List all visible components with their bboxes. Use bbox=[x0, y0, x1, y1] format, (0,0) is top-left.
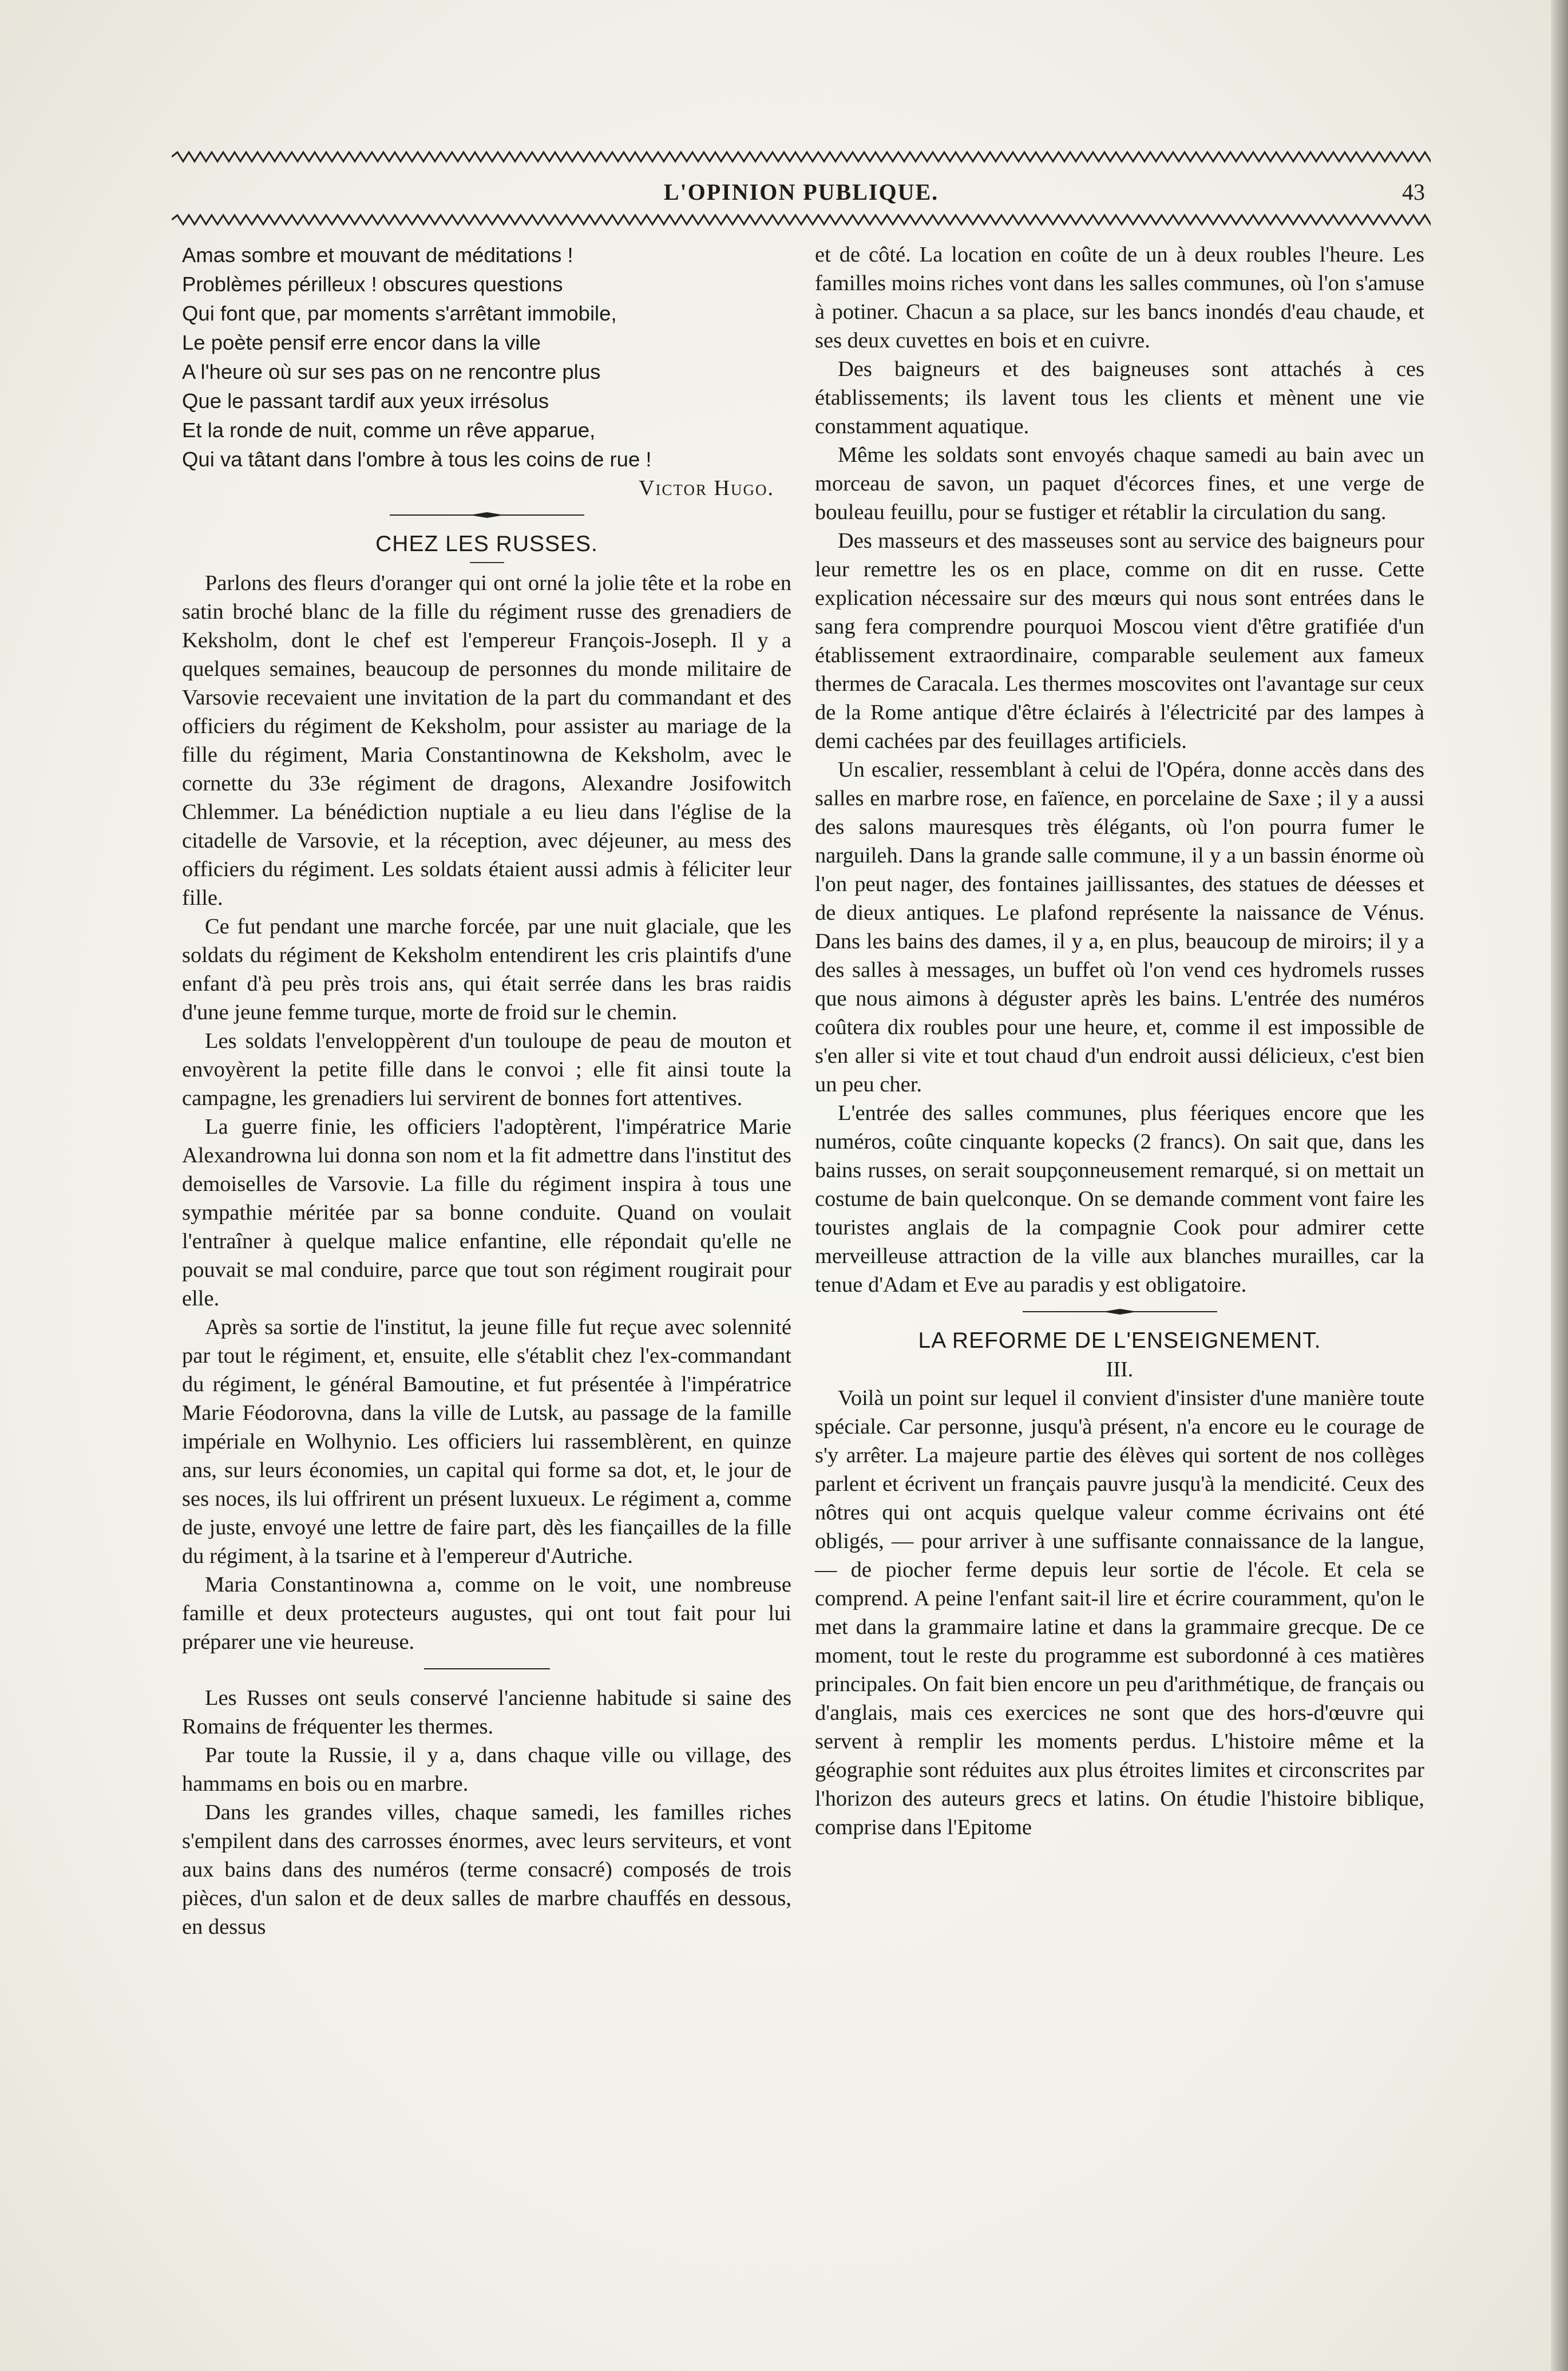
section-separator bbox=[390, 510, 584, 520]
paragraph: Des baigneurs et des baigneuses sont attachés à ces établissements; ils lavent tous les clients et mènent une vie constamment aquatique. bbox=[815, 357, 1424, 438]
masthead-title: L'OPINION PUBLIQUE. bbox=[663, 179, 939, 205]
paragraph: et de côté. La location en coûte de un à deux roubles l'heure. Les familles moins riches vont dans les salles communes, où l'on s'amuse à potiner. Chacun a sa place, sur les bancs inondés d'eau chaude, et ses deux cuvettes en bois et en cuivre. bbox=[815, 243, 1424, 353]
right-column bbox=[815, 240, 1424, 1842]
paragraph: Les Russes ont seuls conservé l'ancienne habitude si saine des Romains de fréquenter les thermes. bbox=[182, 1686, 791, 1739]
poem-line: Le poète pensif erre encor dans la ville bbox=[182, 331, 541, 354]
header-wavy-rule bbox=[172, 213, 1431, 227]
article-title-chez-les-russes: CHEZ LES RUSSES. bbox=[375, 532, 598, 556]
page-number: 43 bbox=[1402, 179, 1425, 205]
paragraph: Des masseurs et des masseuses sont au service des baigneurs pour leur remettre les os en place, comme on dit en russe. Cette explication nécessaire sur des mœurs qui nous sont entrées dans le sang fera comprendre pourquoi Moscou vient d'être gratifiée d'un établissement extraordinaire, comparable seulement aux fameux thermes de Caracala. Les thermes moscovites ont l'avantage sur ceux de la Rome antique d'être éclairés à l'électricité par des lampes à demi cachées par des feuillages artificiels. bbox=[815, 529, 1424, 753]
section-separator bbox=[390, 1664, 584, 1673]
section-separator bbox=[1023, 1307, 1217, 1316]
page-header bbox=[172, 179, 1431, 213]
poem-line: Qui font que, par moments s'arrêtant immobile, bbox=[182, 302, 617, 325]
paragraph: Ce fut pendant une marche forcée, par une nuit glaciale, que les soldats du régiment de Keksholm entendirent les cris plaintifs d'une enfant d'à peu près trois ans, qui était serrée dans les bras raidis d'une jeune femme turque, morte de froid sur le chemin. bbox=[182, 915, 791, 1024]
poem-line: Amas sombre et mouvant de méditations ! bbox=[182, 243, 573, 267]
paragraph: Par toute la Russie, il y a, dans chaque ville ou village, des hammams en bois ou en marbre. bbox=[182, 1743, 791, 1796]
paragraph: Dans les grandes villes, chaque samedi, les familles riches s'empilent dans des carrosses énormes, avec leurs serviteurs, et vont aux bains dans des numéros (terme consacré) composés de trois pièces, d'un salon et de deux salles de marbre chauffés en dessous, en dessus bbox=[182, 1800, 791, 1939]
poem-line: Que le passant tardif aux yeux irrésolus bbox=[182, 389, 549, 413]
top-wavy-rule bbox=[172, 150, 1431, 164]
poem bbox=[182, 240, 791, 474]
page-edge-shadow bbox=[1551, 0, 1568, 2371]
left-column bbox=[182, 240, 791, 1941]
paragraph: Maria Constantinowna a, comme on le voit, une nombreuse famille et deux protecteurs augustes, qui ont tout fait pour lui préparer une vie heureuse. bbox=[182, 1573, 791, 1654]
poem-line: A l'heure où sur ses pas on ne rencontre plus bbox=[182, 360, 601, 383]
paragraph: La guerre finie, les officiers l'adoptèrent, l'impératrice Marie Alexandrowna lui donna son nom et la fit admettre dans l'institut des demoiselles de Varsovie. La fille du régiment inspira à tous une sympathie méritée par sa bonne conduite. Quand on voulait l'entraîner à quelque malice enfantine, elle répondait qu'elle ne pouvait se mal conduire, parce que tout son régiment rougirait pour elle. bbox=[182, 1115, 791, 1311]
article-part-numeral: III. bbox=[1106, 1357, 1134, 1382]
poem-line: Problèmes périlleux ! obscures questions bbox=[182, 272, 563, 296]
paragraph: Parlons des fleurs d'oranger qui ont orné la jolie tête et la robe en satin broché blanc de la fille du régiment russe des grenadiers de Keksholm, dont le chef est l'empereur François-Joseph. Il y a quelques semaines, beaucoup de personnes du monde militaire de Varsovie recevaient une invitation de la part du commandant et des officiers du régiment de Keksholm, pour assister au mariage de la fille du régiment, Maria Constantinowna de Keksholm, avec le cornette du 33e régiment de dragons, Alexandre Josifowitch Chlemmer. La bénédiction nuptiale a eu lieu dans l'église de la citadelle de Varsovie, et la réception, avec déjeuner, au mess des officiers du régiment. Les soldats étaient aussi admis à féliciter leur fille. bbox=[182, 571, 791, 910]
title-underline bbox=[470, 562, 504, 563]
poem-line: Qui va tâtant dans l'ombre à tous les coins de rue ! bbox=[182, 448, 652, 471]
poem-author: Victor Hugo. bbox=[639, 476, 774, 500]
poem-line: Et la ronde de nuit, comme un rêve apparue, bbox=[182, 418, 596, 442]
paragraph: L'entrée des salles communes, plus féeriques encore que les numéros, coûte cinquante kopecks (2 francs). On sait que, dans les bains russes, on serait soupçonneusement remarqué, si on mettait un costume de bain quelconque. On se demande comment vont faire les touristes anglais de la compagnie Cook pour admirer cette merveilleuse attraction de la ville aux blanches murailles, car la tenue d'Adam et Eve au paradis y est obligatoire. bbox=[815, 1101, 1424, 1297]
paragraph: Même les soldats sont envoyés chaque samedi au bain avec un morceau de savon, un paquet d'écorces fines, et une verge de bouleau feuillu, pour se fustiger et rétablir la circulation du sang. bbox=[815, 443, 1424, 524]
paragraph: Un escalier, ressemblant à celui de l'Opéra, donne accès dans des salles en marbre rose, en faïence, en porcelaine de Saxe ; il y a aussi des salons mauresques très élégants, où l'on pourra fumer le narguileh. Dans la grande salle commune, il y a un bassin énorme où l'on peut nager, des fontaines jaillissantes, des statues de déesses et de dieux antiques. Le plafond représente la naissance de Vénus. Dans les bains des dames, il y a, en plus, beaucoup de miroirs; il y a des salles à messages, un buffet où l'on vend ces hydromels russes que nous aimons à déguster après les bains. L'entrée des numéros coûtera dix roubles pour une heure, et, comme il est impossible de s'en aller si vite et tout chaud d'un endroit aussi délicieux, c'est bien un peu cher. bbox=[815, 758, 1424, 1097]
paragraph: Les soldats l'enveloppèrent d'un touloupe de peau de mouton et envoyèrent la petite fille dans le convoi ; elle fit ainsi toute la campagne, les grenadiers lui servirent de bonnes fort attentives. bbox=[182, 1029, 791, 1110]
paragraph: Voilà un point sur lequel il convient d'insister d'une manière toute spéciale. Car personne, jusqu'à présent, n'a encore eu le courage de s'y arrêter. La majeure partie des élèves qui sortent de nos collèges parlent et écrivent un français pauvre jusqu'à la mendicité. Ceux des nôtres qui ont acquis quelque valeur comme écrivains ont été obligés, — pour arriver à une suffisante connaissance de la langue, — de piocher ferme depuis leur sortie de l'école. Et cela se comprend. A peine l'enfant sait-il lire et écrire couramment, qu'on le met dans la grammaire latine et dans la grammaire grecque. De ce moment, tout le reste du programme est subordonné à ces matières principales. On fait bien encore un peu d'arithmétique, de français ou d'anglais, mais ces exercices ne sont que des hors-d'œuvre qui servent à remplir les moments perdus. L'histoire même et la géographie sont réduites aux plus étroites limites et circonscrites par l'horizon des auteurs grecs et latins. On étudie l'histoire biblique, comprise dans l'Epitome bbox=[815, 1386, 1424, 1839]
article-title-reforme: LA REFORME DE L'ENSEIGNEMENT. bbox=[918, 1328, 1321, 1353]
paragraph: Après sa sortie de l'institut, la jeune fille fut reçue avec solennité par tout le régiment, et, ensuite, elle s'établit chez l'ex-commandant du régiment, le général Bamoutine, et fut présentée à l'impératrice Marie Féodorovna, dans la ville de Lutsk, au passage de la famille impériale en Wolhynio. Les officiers lui rassemblèrent, en quinze ans, sur leurs économies, un capital qui forme sa dot, et, le jour de ses noces, ils lui offrirent un présent luxueux. Le régiment a, comme de juste, envoyé une lettre de faire part, dès les fiançailles de la fille du régiment, à la tsarine et à l'empereur d'Autriche. bbox=[182, 1315, 791, 1568]
